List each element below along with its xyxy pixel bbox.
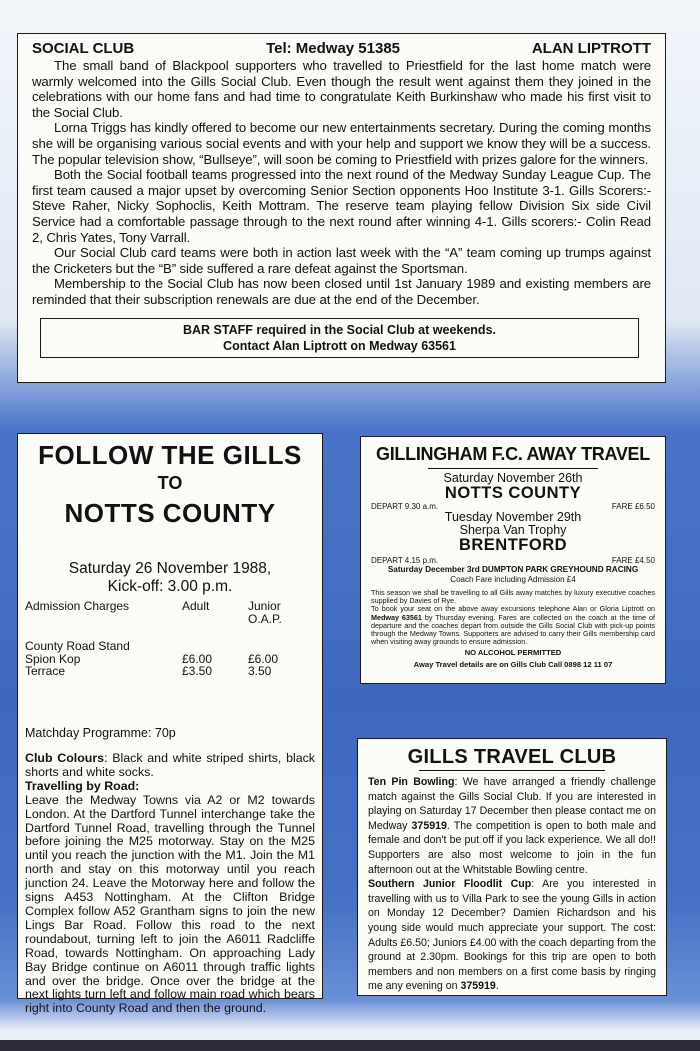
social-paragraph: Both the Social football teams progressed into the next round of the Medway Sunday League Cup. The first team caused a major upset by overcoming Senior Section opponents Hoo Institute 3-1. Gills Scorers:- Steve Raher, Nicky Sophoclis, Keith Mottram. The reserve team playing fellow Division Six side Civil Service had a comfortable passage through to the next round after winning 4-1. Gills scorers:- Colin Read 2, Chris Yates, Tony Varrall. — [32, 167, 651, 245]
ten-pin-phone: 375919 — [411, 819, 447, 832]
match1-team: NOTTS COUNTY — [444, 484, 582, 502]
kickoff-line: Kick-off: 3.00 p.m. — [107, 578, 233, 595]
match2-details — [371, 556, 655, 565]
social-club-body — [32, 58, 651, 308]
floodlit-label: Southern Junior Floodlit Cup — [368, 878, 532, 891]
colours-text: : Black and white striped shirts, black shorts and white socks. — [25, 751, 315, 779]
match2-depart: DEPART 4.15 p.m. — [371, 556, 439, 565]
follow-to: TO — [157, 473, 183, 493]
social-club-author: ALAN LIPTROTT — [531, 40, 651, 57]
floodlit-paragraph — [368, 877, 656, 994]
admission-charges-table — [25, 600, 315, 712]
match1-depart: DEPART 9.30 a.m. — [371, 502, 439, 511]
booking-text: by Thursday evening. Fares are collected on the coach at the time of departure and the coaches depart from outside the Gills Social Club with pick-up points through the Medway Towns. Supporters are advised to carry their Gills membership card when visiting away grounds to ensure admission. — [371, 612, 655, 647]
social-club-title: SOCIAL CLUB — [32, 40, 135, 57]
ten-pin-text: . The competition is open to both male and female and don't be put off if you lack experience. We all do!! Supporters are also most welcome to join in the fun afternoon out at the Whitstable Bowling centre. — [368, 819, 656, 876]
title-rule — [428, 468, 598, 469]
follow-opponent: NOTTS COUNTY — [64, 498, 276, 528]
notice-line: BAR STAFF required in the Social Club at weekends. — [182, 322, 496, 337]
social-club-header — [32, 40, 651, 58]
spion-label: Spion Kop — [25, 652, 81, 666]
ten-pin-label: Ten Pin Bowling — [368, 776, 455, 788]
greyhound-event: Saturday December 3rd DUMPTON PARK GREYHOUND RACING — [387, 565, 639, 574]
gills-travel-club-box — [357, 738, 667, 996]
terrace-adult-price: £3.50 — [182, 664, 213, 678]
adult-header: Adult — [182, 599, 210, 613]
admission-label: Admission Charges — [25, 599, 130, 613]
social-paragraph: Lorna Triggs has kindly offered to become our new entertainments secretary. During the coming months she will be organising various social events and with your help and support we know they will be a success. The popular television show, “Bullseye”, will soon be coming to Priestfield with prizes galore for the winners. — [32, 120, 651, 167]
terrace-label: Terrace — [25, 664, 66, 678]
away-info-paragraph: This season we shall be travelling to all Gills away matches by luxury executive coaches supplied by Davies of Rye. — [371, 588, 655, 606]
oap-header: O.A.P. — [248, 612, 282, 626]
bar-staff-notice — [40, 318, 639, 358]
floodlit-text: : Are you interested in travelling with us to Villa Park to see the young Gills in action on Monday 12 December? Damien Richardson and his young side would much appreciate your support. The cost: Adults £6.50; Juniors £4.00 with the coach departing from the ground at 2.30pm. Bookings for this trip are open to both members and non members on a first come basis by ringing me any evening on — [368, 878, 657, 993]
ten-pin-text: : We have arranged a friendly challenge match against the Gills Social Club. If you are interested in playing on Saturday 17 December then please contact me on Medway — [368, 776, 656, 832]
notice-line: Contact Alan Liptrott on Medway 63561 — [223, 338, 456, 353]
floodlit-text: . — [495, 980, 499, 993]
booking-text: To book your seat on the above away excursions telephone Alan or Gloria Liptrott on — [371, 604, 655, 614]
road-directions: Leave the Medway Towns via A2 or M2 towards London. At the Dartford Tunnel interchange take the Dartford Tunnel Road, travelling through the Tunnel before joining the M25 motorway. Stay on the M25 until you reach the junction with the M1. Join the M1 north and stay on this motorway until you reach junction 24. Leave the Motorway here and follow the signs A453 Nottingham. At the Clifton Bridge Complex follow A52 Grantham signs to join the new Lings Bar Road. Follow this road to the next roundabout, turning left to join the A6011 Radcliffe Road, towards Nottingham. On approaching Lady Bay Bridge continue on A6011 through traffic lights and over the bridge. Once over the bridge at the next lights turn left and follow main road which bears right into County Road and then the ground. — [25, 792, 315, 1016]
spion-junior-price: £6.00 — [248, 652, 279, 666]
booking-paragraph — [371, 605, 655, 646]
coach-fare: Coach Fare including Admission £4 — [450, 575, 576, 584]
social-paragraph: Membership to the Social Club has now been closed until 1st January 1989 and existing members are reminded that their subscription renewals are due at the end of the December. — [32, 276, 651, 307]
follow-heading: FOLLOW THE GILLS — [38, 440, 302, 470]
stand-label: County Road Stand — [25, 639, 130, 653]
junior-header: Junior — [248, 599, 281, 613]
social-club-tel: Tel: Medway 51385 — [266, 40, 401, 57]
bottom-edge — [0, 1040, 700, 1051]
club-info — [25, 752, 315, 1016]
road-heading: Travelling by Road: — [25, 778, 140, 793]
match1-date: Saturday November 26th — [443, 471, 583, 485]
match2-fare: FARE £4.50 — [611, 556, 655, 565]
floodlit-phone: 375919 — [460, 980, 496, 993]
club-colours — [25, 752, 315, 780]
terrace-junior-price: 3.50 — [248, 664, 272, 678]
match2-competition: Sherpa Van Trophy — [459, 523, 567, 537]
spion-adult-price: £6.00 — [182, 652, 213, 666]
match2-date: Tuesday November 29th — [444, 510, 582, 524]
road-label: Travelling by Road — [25, 778, 136, 793]
no-alcohol: NO ALCOHOL PERMITTED — [464, 648, 562, 658]
follow-the-gills-box — [17, 433, 323, 1016]
match1-fare: FARE £6.50 — [611, 502, 655, 511]
club-call-details: Away Travel details are on Gills Club Call 0898 12 11 07 — [413, 660, 613, 670]
social-club-box — [17, 33, 666, 383]
colours-label: Club Colours — [25, 751, 105, 765]
away-travel-box — [360, 436, 666, 684]
away-travel-title: GILLINGHAM F.C. AWAY TRAVEL — [376, 444, 650, 464]
match-date-line: Saturday 26 November 1988, — [68, 560, 272, 577]
travel-club-title: GILLS TRAVEL CLUB — [407, 746, 617, 768]
booking-phone: Medway 63561 — [371, 612, 422, 622]
programme-price: Matchday Programme: 70p — [25, 726, 176, 740]
match-date — [25, 560, 315, 596]
social-paragraph: Our Social Club card teams were both in action last week with the “A” team coming up trumps against the Cricketers but the “B” side suffered a rare defeat against the Sportsman. — [32, 245, 651, 276]
social-paragraph: The small band of Blackpool supporters who travelled to Priestfield for the last home match were warmly welcomed into the Gills Social Club. Even though the result went against them they joined in the celebrations with our home fans and had time to congratulate Keith Burkinshaw who made his first visit to the Social Club. — [32, 58, 651, 120]
title-rule — [419, 770, 605, 771]
ten-pin-paragraph — [368, 775, 656, 877]
match2-team: BRENTFORD — [458, 536, 568, 554]
